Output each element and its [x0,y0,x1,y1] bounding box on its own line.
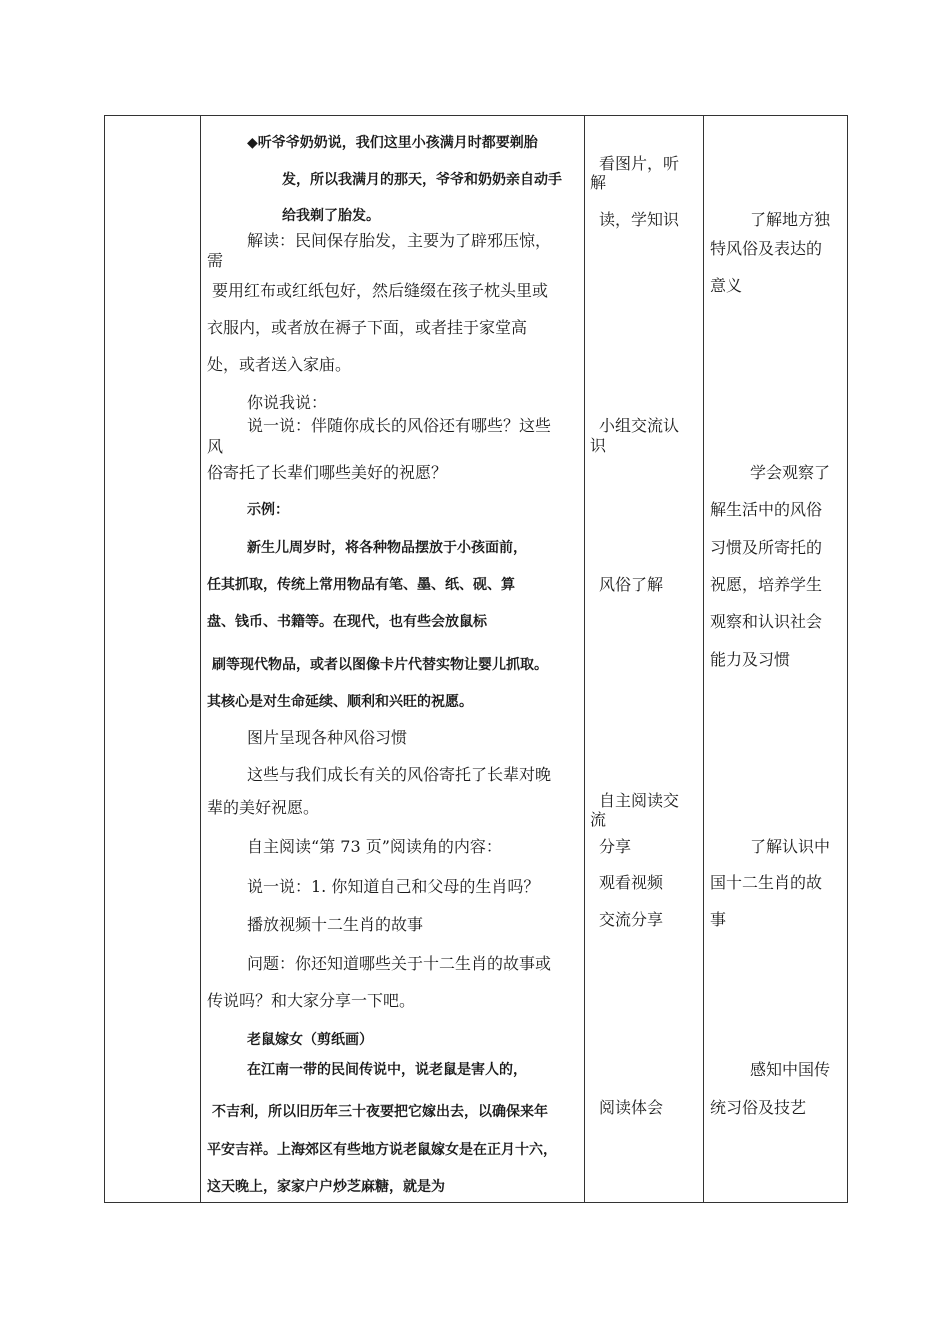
intent-line: 观察和认识社会 [710,612,823,631]
activity-line: 交流分享 [599,910,664,929]
content-line: 刷等现代物品，或者以图像卡片代替实物让婴儿抓取。 [212,657,548,673]
content-line: 任其抓取，传统上常用物品有笔、墨、纸、砚、算 [207,577,515,593]
content-line: 不吉利，所以旧历年三十夜要把它嫁出去，以确保来年 [212,1104,548,1120]
intent-line: 国十二生肖的故 [710,873,823,892]
content-line: 衣服内，或者放在褥子下面，或者挂于家堂高 [207,318,528,337]
activity-line: 识 [590,436,607,455]
content-line: 在江南一带的民间传说中，说老鼠是害人的， [247,1062,527,1078]
activity-line: 阅读体会 [599,1098,664,1117]
activity-line: 读，学知识 [599,210,680,229]
activity-line: 流 [590,810,607,829]
activity-line: 观看视频 [599,873,664,892]
content-line: 你说我说： [247,393,328,412]
activity-line: 风俗了解 [599,575,664,594]
activity-line: 分享 [599,837,632,856]
content-line: 俗寄托了长辈们哪些美好的祝愿？ [207,463,448,482]
content-line: 发，所以我满月的那天，爷爷和奶奶亲自动手 [282,172,562,188]
content-line: 老鼠嫁女（剪纸画） [247,1032,373,1048]
intent-line: 感知中国传 [750,1060,831,1079]
intent-line: 事 [710,910,727,929]
content-line: 处，或者送入家庙。 [207,355,352,374]
content-line: 说一说：1. 你知道自己和父母的生肖吗？ [247,877,540,896]
content-line: 问题：你还知道哪些关于十二生肖的故事或 [247,954,552,973]
intent-line: 统习俗及技艺 [710,1098,807,1117]
intent-line: 解生活中的风俗 [710,500,823,519]
content-line: ◆听爷爷奶奶说，我们这里小孩满月时都要剃胎 [247,135,538,151]
content-line: 图片呈现各种风俗习惯 [247,728,408,747]
content-line: 平安吉祥。上海郊区有些地方说老鼠嫁女是在正月十六， [207,1142,557,1158]
content-line: 其核心是对生命延续、顺利和兴旺的祝愿。 [207,694,473,710]
column-divider-1 [200,115,201,1202]
content-line: 示例： [247,502,289,518]
intent-line: 能力及习惯 [710,650,791,669]
activity-line: 自主阅读交 [599,791,680,810]
content-line: 给我剃了胎发。 [282,208,380,224]
content-line: 说一说：伴随你成长的风俗还有哪些？这些 [247,416,552,435]
intent-line: 了解认识中 [750,837,831,856]
column-divider-2 [584,115,585,1202]
column-divider-3 [703,115,704,1202]
content-line: 解读：民间保存胎发，主要为了辟邪压惊， [247,231,552,250]
activity-line: 小组交流认 [599,416,680,435]
intent-line: 祝愿，培养学生 [710,575,823,594]
activity-line: 看图片，听 [599,154,680,173]
intent-line: 意义 [710,276,743,295]
content-line: 传说吗？和大家分享一下吧。 [207,991,416,1010]
content-line: 这些与我们成长有关的风俗寄托了长辈对晚 [247,765,552,784]
content-line: 播放视频十二生肖的故事 [247,915,424,934]
intent-line: 特风俗及表达的 [710,239,823,258]
content-line: 自主阅读“第 73 页”阅读角的内容： [247,837,502,856]
content-line: 这天晚上，家家户户炒芝麻糖，就是为 [207,1179,445,1195]
content-line: 需 [207,251,224,270]
content-line: 辈的美好祝愿。 [207,798,320,817]
intent-line: 了解地方独 [750,210,831,229]
intent-line: 习惯及所寄托的 [710,538,823,557]
content-line: 盘、钱币、书籍等。在现代，也有些会放鼠标 [207,614,487,630]
content-line: 新生儿周岁时，将各种物品摆放于小孩面前， [247,540,527,556]
content-line: 要用红布或红纸包好，然后缝缀在孩子枕头里或 [212,281,549,300]
content-line: 风 [207,437,224,456]
activity-line: 解 [590,173,607,192]
intent-line: 学会观察了 [750,463,831,482]
